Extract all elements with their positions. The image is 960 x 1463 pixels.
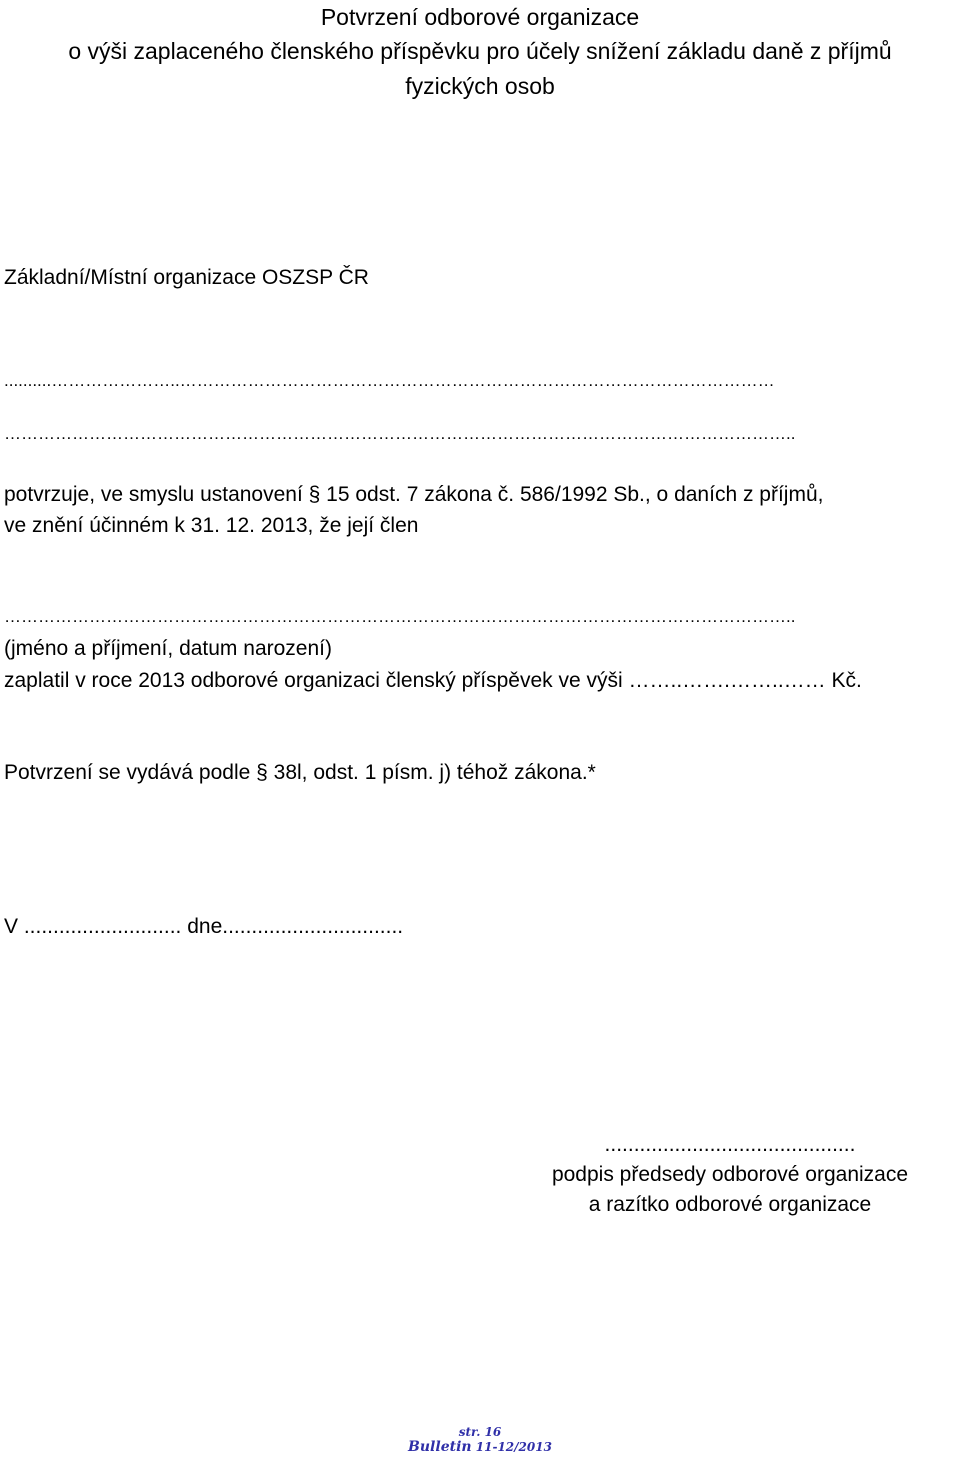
organization-label: Základní/Místní organizace OSZSP ČR — [4, 266, 369, 289]
signature-label-line-1: podpis předsedy odborové organizace — [551, 1163, 909, 1186]
signature-label-line-2: a razítko odborové organizace — [588, 1193, 872, 1216]
document-title-line-1: Potvrzení odborové organizace — [320, 4, 640, 30]
document-title-line-3: fyzických osob — [405, 73, 555, 99]
page-number: str. 16 — [458, 1425, 502, 1439]
organization-blank-line-1: ..........…………………..…………………………………………………………………………………………… — [4, 371, 775, 390]
confirms-text-line-1: potvrzuje, ve smyslu ustanovení § 15 odst. 7 zákona č. 586/1992 Sb., o daních z příjmů, — [4, 483, 824, 506]
member-name-hint: (jméno a příjmení, datum narození) — [4, 637, 332, 660]
place-date-line: V ........................... dne............................... — [4, 915, 404, 938]
paid-amount-text: zaplatil v roce 2013 odborové organizaci členský příspěvek ve výši ……..…….……..…… Kč. — [4, 669, 862, 692]
issued-per-text: Potvrzení se vydává podle § 38l, odst. 1 písm. j) téhož zákona.* — [4, 761, 596, 784]
organization-blank-line-2: ………………………………………………………………………………………………………………………….. — [4, 424, 796, 443]
signature-blank: ........................................... — [604, 1133, 856, 1156]
member-name-blank: ………………………………………………………………………………………………………………………….. — [4, 607, 796, 626]
bulletin-issue: 11-12/2013 — [475, 1440, 552, 1454]
bulletin-footer — [380, 1440, 580, 1454]
document-title-line-2: o výši zaplaceného členského příspěvku pro účely snížení základu daně z příjmů — [68, 38, 892, 64]
bulletin-name: Bulletin — [408, 1439, 472, 1455]
confirms-text-line-2: ve znění účinném k 31. 12. 2013, že její člen — [4, 514, 419, 537]
